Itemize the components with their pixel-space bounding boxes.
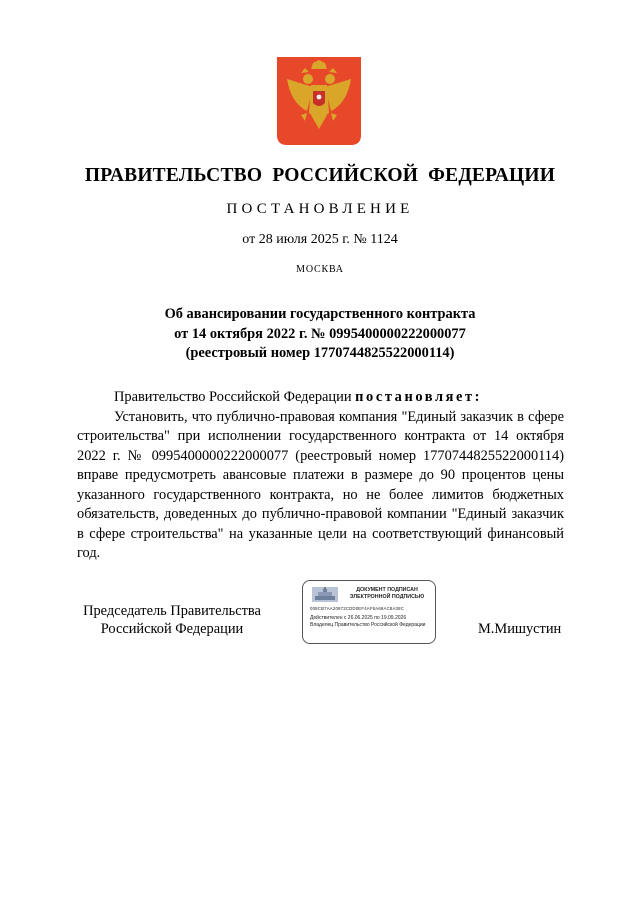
resolution-paragraph: Установить, что публично-правовая компания "Единый заказчик в сфере строительства" при исполнении государственного контракта от 14 октября 2022 г. № 0995400000222000077 (реестровый номер 1770744825522000114) вправе предусмотреть авансовые платежи в размере до 90 процентов цены указанного государственного контракта, но не более лимитов бюджетных обязательств, доведенных до публично-правовой компании "Единый заказчик в сфере строительства" на указанные цели на соответствующий финансовый год. [77,408,564,561]
document-type: ПОСТАНОВЛЕНИЕ [226,201,414,217]
signer-name: М.Мишустин [478,621,562,637]
intro-prefix: Правительство Российской Федерации [114,389,356,405]
document-date-number: от 28 июля 2025 г. № 1124 [242,232,398,247]
resolution-intro [77,388,564,408]
signer-position-line-2: Российской Федерации [100,620,244,637]
document-subject [0,305,640,364]
document-city: МОСКВА [296,264,344,275]
subject-line-3: (реестровый номер 1770744825522000114) [185,345,455,361]
stamp-title-line-1: ДОКУМЕНТ ПОДПИСАН [356,587,418,593]
intro-verb: постановляет: [355,389,483,405]
signer-position-line-1: Председатель Правительства [83,603,261,619]
document-body [77,388,564,564]
subject-line-1: Об авансировании государственного контракта [164,306,476,322]
stamp-title-line-2: ЭЛЕКТРОННОЙ ПОДПИСЬЮ [349,594,425,600]
government-building-icon [312,587,338,602]
stamp-owner: Владелец Правительство Российской Федерации [310,622,426,628]
stamp-certificate: 008CB7AA20972CDD0EF4AF8A69AC8A38C [310,606,405,611]
stamp-heading [341,587,433,601]
government-title: ПРАВИТЕЛЬСТВО РОССИЙСКОЙ ФЕДЕРАЦИИ [84,165,556,186]
electronic-signature-stamp [302,580,436,644]
stamp-validity: Действителен с 26.06.2025 по 19.09.2026 [310,615,407,621]
subject-line-2: от 14 октября 2022 г. № 0995400000222000077 [174,325,466,342]
coat-of-arms-emblem [277,57,361,145]
signer-position [77,603,267,638]
